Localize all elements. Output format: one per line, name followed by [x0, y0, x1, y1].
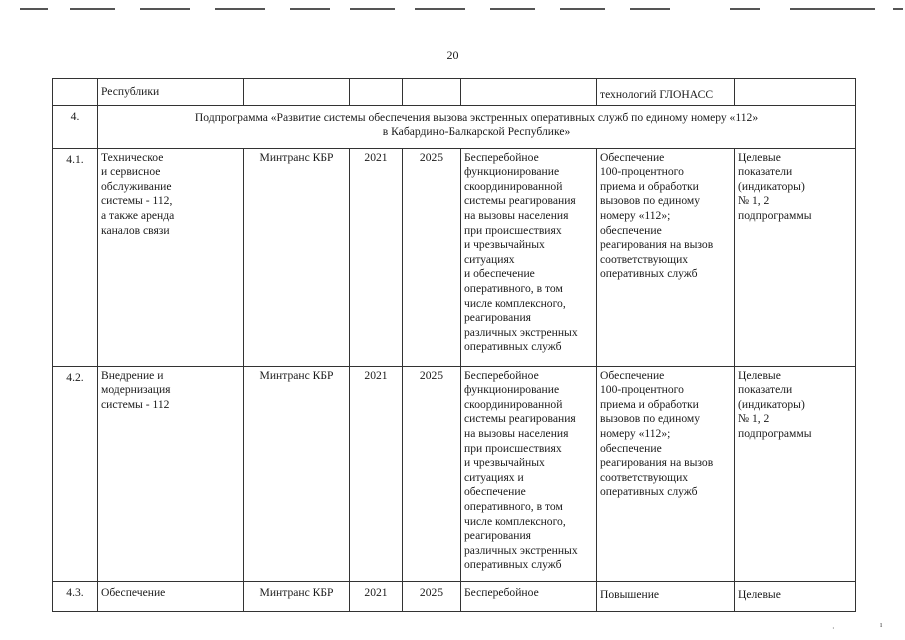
subprogram-title: [98, 105, 856, 148]
subprogram-row: [53, 105, 856, 148]
cell-start-year: 2021: [350, 366, 403, 581]
table-row: [53, 581, 856, 611]
subprogram-title-line1: Подпрограмма «Развитие системы обеспечения вызова экстренных оперативных служб по единому номеру «112»: [194, 110, 759, 124]
cell-result: Бесперебойное функционирование скоординированной системы реагирования на вызовы населения при происшествиях и чрезвычайных ситуациях и обеспечение оперативного, в том числе комплексного, реагирования различных экстренных оперативных служб: [461, 366, 597, 581]
cell-name: Обеспечение: [98, 581, 244, 611]
cell-num: 4.2.: [53, 366, 98, 581]
cell-num: [53, 79, 98, 106]
cell-start-year: 2021: [350, 148, 403, 366]
cell-num: 4.3.: [53, 581, 98, 611]
cell-num: 4.1.: [53, 148, 98, 366]
cell-consequence: Обеспечение 100-процентного приема и обработки вызовов по единому номеру «112»; обеспечение реагирования на вызов соответствующих оперативных служб: [597, 366, 735, 581]
cell-result: Бесперебойное: [461, 581, 597, 611]
cell-consequence: Повышение: [597, 581, 735, 611]
cell-indicators: Целевые показатели (индикаторы) № 1, 2 подпрограммы: [735, 366, 856, 581]
cell-name: Республики: [98, 79, 244, 106]
continuation-row: [53, 79, 856, 106]
page-number: 20: [446, 48, 459, 62]
cell-indicators: Целевые: [735, 581, 856, 611]
cell-end-year: 2025: [403, 148, 461, 366]
cell-executor: Минтранс КБР: [244, 148, 350, 366]
scan-speck: ı: [880, 620, 883, 629]
subprogram-num: 4.: [53, 105, 98, 148]
scan-top-dashes: [0, 0, 905, 14]
program-activities-table: [52, 78, 856, 612]
cell-result: Бесперебойное функционирование скоординированной системы реагирования на вызовы населения при происшествиях и чрезвычайных ситуациях и обеспечение оперативного, в том числе комплексного, реагирования различных экстренных оперативных служб: [461, 148, 597, 366]
table-row: [53, 148, 856, 366]
cell-executor: Минтранс КБР: [244, 366, 350, 581]
cell-name: Внедрение и модернизация системы - 112: [98, 366, 244, 581]
scan-speck: ·: [832, 624, 835, 633]
cell-name: Техническое и сервисное обслуживание системы - 112, а также аренда каналов связи: [98, 148, 244, 366]
cell-indicators: Целевые показатели (индикаторы) № 1, 2 подпрограммы: [735, 148, 856, 366]
cell-end-year: 2025: [403, 366, 461, 581]
cell-start-year: 2021: [350, 581, 403, 611]
cell-executor: Минтранс КБР: [244, 581, 350, 611]
cell-consequence: Обеспечение 100-процентного приема и обработки вызовов по единому номеру «112»; обеспечение реагирования на вызов соответствующих оперативных служб: [597, 148, 735, 366]
table-row: [53, 366, 856, 581]
cell-consequence: технологий ГЛОНАСС: [597, 79, 735, 106]
cell-end-year: 2025: [403, 581, 461, 611]
subprogram-title-line2: в Кабардино-Балкарской Республике»: [382, 125, 571, 139]
